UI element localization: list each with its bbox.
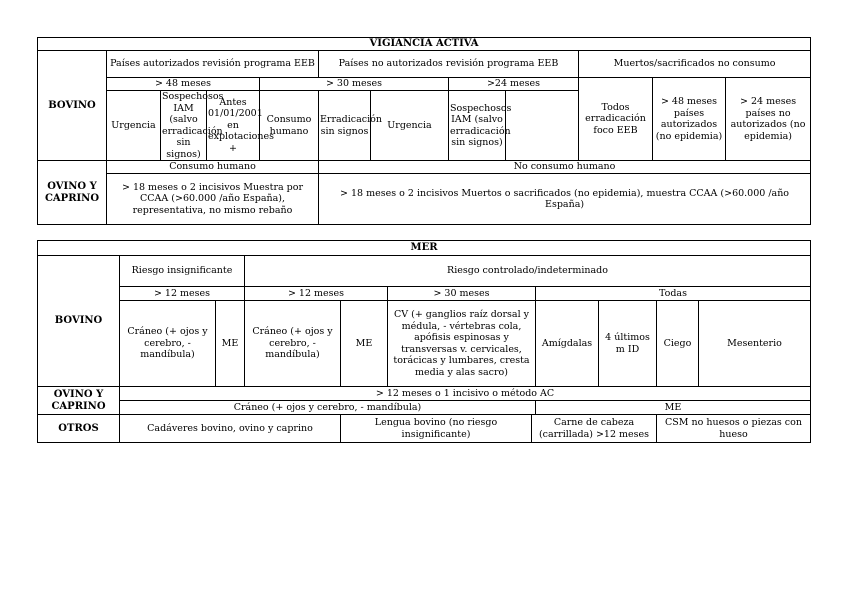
otros-carne-cabeza-cell: Carne de cabeza (carrillada) >12 meses xyxy=(532,415,657,443)
mer-title: MER xyxy=(38,241,811,256)
craneo-cell: Cráneo (+ ojos y cerebro, - mandíbula) xyxy=(245,301,341,387)
urgencia-cell: Urgencia xyxy=(371,91,449,161)
antes-2001-cell: Antes 01/01/2001 en explotaciones + xyxy=(207,91,260,161)
urgencia-cell: Urgencia xyxy=(107,91,161,161)
mer-table xyxy=(37,240,811,443)
vigilancia-activa-table xyxy=(37,37,811,225)
age-todas-header: Todas xyxy=(536,287,811,301)
ciego-cell: Ciego xyxy=(657,301,699,387)
age-12-header: > 12 meses xyxy=(245,287,388,301)
ovino-caprino-row-header: OVINO Y CAPRINO xyxy=(38,387,120,415)
no-autorizados-group-header: Países no autorizados revisión programa EEB xyxy=(319,51,579,78)
age-24-paises-cell: > 24 meses países no autorizados (no epidemia) xyxy=(726,78,811,161)
ovino-me-cell: ME xyxy=(536,401,811,415)
sospechosos-cell: Sospechosos IAM (salvo erradicación sin signos) xyxy=(449,91,506,161)
autorizados-group-header: Países autorizados revisión programa EEB xyxy=(107,51,319,78)
ovino-consumo-detail: > 18 meses o 2 incisivos Muestra por CCAA (>60.000 /año España), representativa, no mismo rebaño xyxy=(107,174,319,225)
ovino-caprino-row-header: OVINO Y CAPRINO xyxy=(38,161,107,225)
riesgo-controlado-header: Riesgo controlado/indeterminado xyxy=(245,256,811,287)
age-30-header: > 30 meses xyxy=(260,78,449,91)
otros-row-header: OTROS xyxy=(38,415,120,443)
bovino-row-header: BOVINO xyxy=(38,256,120,387)
ovino-age-cell: > 12 meses o 1 incisivo o método AC xyxy=(120,387,811,401)
muertos-group-header: Muertos/sacrificados no consumo xyxy=(579,51,811,78)
riesgo-insignificante-header: Riesgo insignificante xyxy=(120,256,245,287)
erradicacion-cell: Erradicación sin signos xyxy=(319,91,371,161)
cv-cell: CV (+ ganglios raíz dorsal y médula, - vértebras cola, apófisis espinosas y transversas v. cervicales, torácicas y lumbares, cresta media y alas sacro) xyxy=(388,301,536,387)
vigilancia-title: VIGIANCIA ACTIVA xyxy=(38,38,811,51)
ovino-no-consumo-detail: > 18 meses o 2 incisivos Muertos o sacrificados (no epidemia), muestra CCAA (>60.000 /año España) xyxy=(319,174,811,225)
ultimos-id-cell: 4 últimos m ID xyxy=(599,301,657,387)
age-12-header: > 12 meses xyxy=(120,287,245,301)
me-cell: ME xyxy=(341,301,388,387)
age-30-header: > 30 meses xyxy=(388,287,536,301)
me-cell: ME xyxy=(216,301,245,387)
todos-erradicacion-cell: Todos erradicación foco EEB xyxy=(579,78,653,161)
age-48-header: > 48 meses xyxy=(107,78,260,91)
mesenterio-cell: Mesenterio xyxy=(699,301,811,387)
sospechosos-cell: Sospechosos IAM (salvo erradicación sin signos) xyxy=(162,91,224,160)
otros-cadaveres-cell: Cadáveres bovino, ovino y caprino xyxy=(120,415,341,443)
amigdalas-cell: Amígdalas xyxy=(536,301,599,387)
otros-lengua-cell: Lengua bovino (no riesgo insignificante) xyxy=(341,415,532,443)
consumo-humano-cell: Consumo humano xyxy=(260,91,319,161)
ovino-craneo-cell: Cráneo (+ ojos y cerebro, - mandíbula) xyxy=(120,401,536,415)
age-24-header: >24 meses xyxy=(449,78,579,91)
ovino-consumo-header: Consumo humano xyxy=(107,161,319,174)
craneo-cell: Cráneo (+ ojos y cerebro, - mandíbula) xyxy=(120,301,216,387)
age-48-paises-cell: > 48 meses países autorizados (no epidemia) xyxy=(653,78,726,161)
otros-csm-cell: CSM no huesos o piezas con hueso xyxy=(657,415,811,443)
ovino-no-consumo-header: No consumo humano xyxy=(319,161,811,174)
bovino-row-header: BOVINO xyxy=(38,51,107,161)
